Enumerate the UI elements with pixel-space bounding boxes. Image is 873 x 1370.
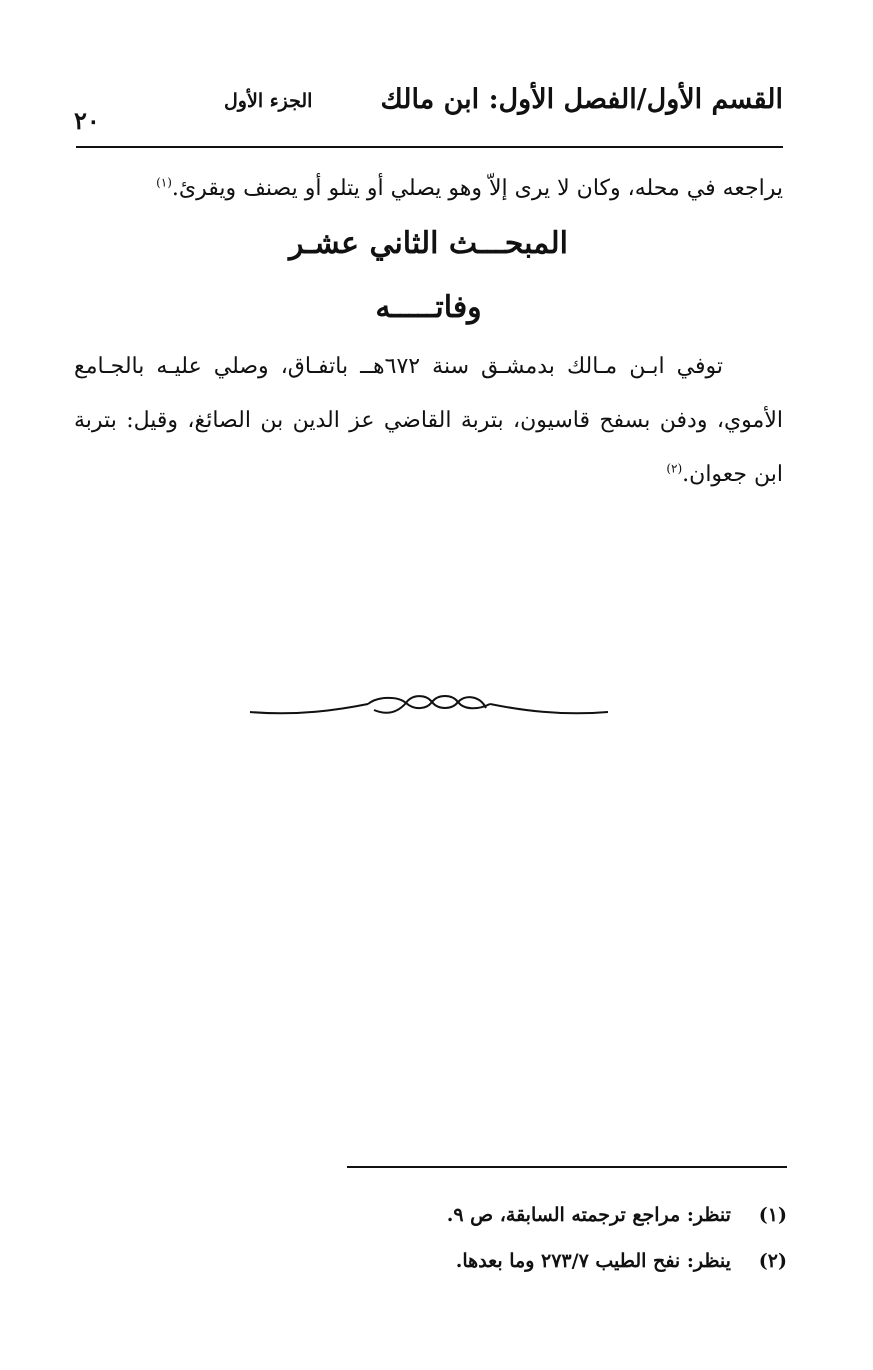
body-paragraph (74, 340, 783, 502)
page-number: ٢٠ (74, 106, 100, 135)
footnote (300, 1238, 787, 1284)
running-header (74, 84, 783, 136)
footnote-number: (١) (758, 1204, 787, 1226)
header-title: القسم الأول/الفصل الأول: ابن مالك (380, 84, 783, 115)
body-paragraph-text: توفي ابـن مـالك بدمشـق سنة ٦٧٢هــ باتفـاق، وصلي عليـه بالجـامع الأموي، ودفن بسفح قاسيون، بتربة القاضي عز الدين بن الصائغ، وقيل: بتربة ابن جعوان. (74, 354, 783, 487)
header-rule (76, 146, 783, 148)
continued-line-text: يراجعه في محله، وكان لا يرى إلاّ وهو يصلي أو يتلو أو يصنف ويقرئ. (171, 176, 783, 201)
section-subtitle: وفاتـــــه (375, 290, 482, 325)
section-title: المبحـــث الثاني عشـر (289, 226, 568, 261)
footnotes (300, 1192, 787, 1284)
footnote-ref-2: (٢) (666, 461, 683, 476)
footnote-ref-1: (١) (156, 175, 172, 190)
footnote-text: تنظر: مراجع ترجمته السابقة، ص ٩. (446, 1204, 731, 1226)
ornament-divider (248, 686, 610, 726)
footnote-number: (٢) (758, 1250, 787, 1272)
footnote (300, 1192, 787, 1238)
footnote-text: ينظر: نفح الطيب ٢٧٣/٧ وما بعدها. (455, 1250, 731, 1272)
continued-line (74, 162, 783, 216)
footnote-rule (347, 1166, 787, 1168)
header-volume: الجزء الأول (224, 90, 313, 112)
